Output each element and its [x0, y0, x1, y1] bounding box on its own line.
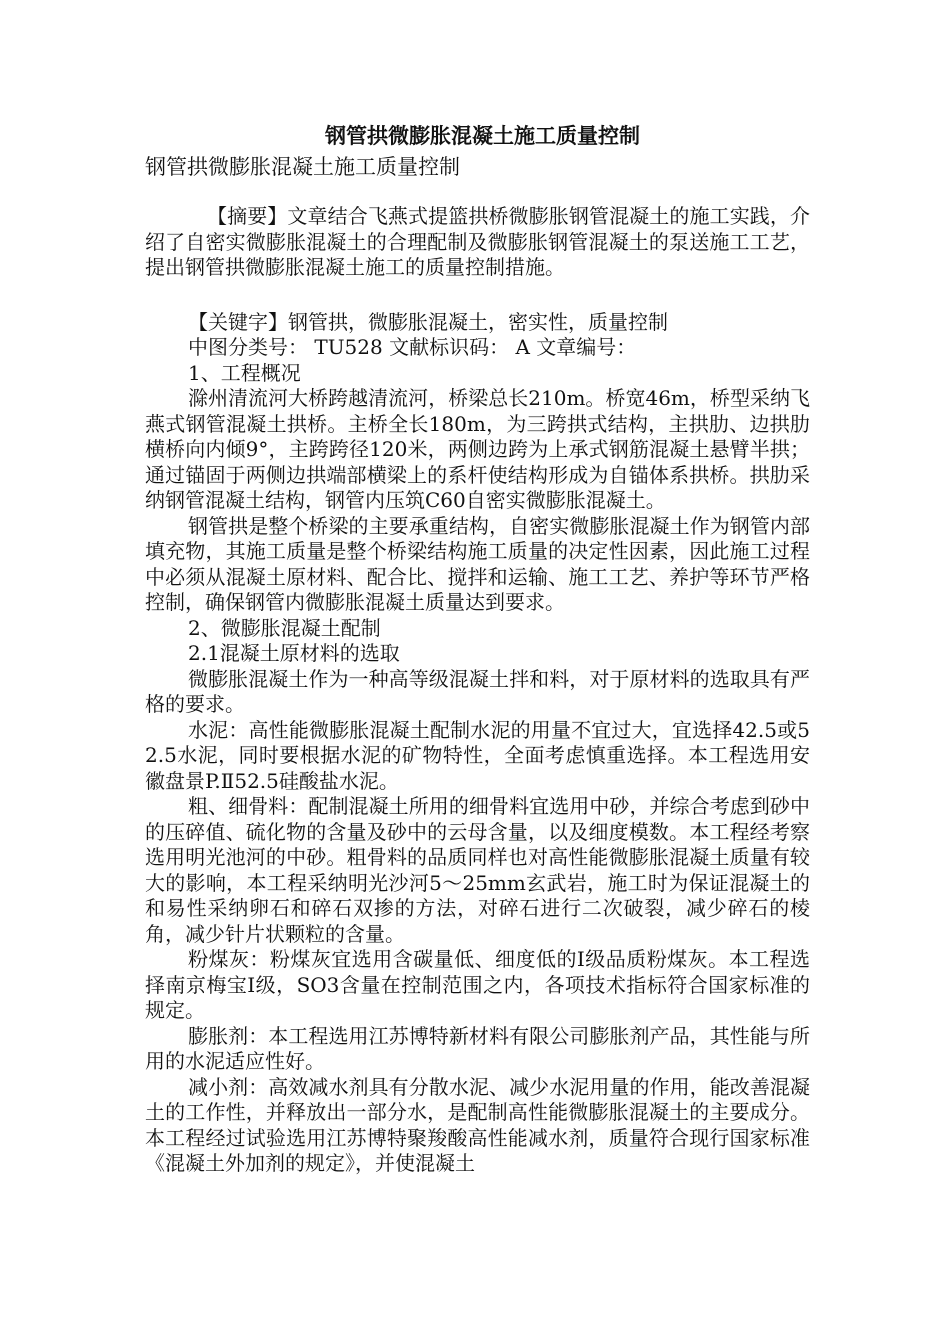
body-paragraph: 粉煤灰：粉煤灰宜选用含碳量低、细度低的Ⅰ级品质粉煤灰。本工程选择南京梅宝Ⅰ级，SO3含量在控制范围之内，各项技术指标符合国家标准的规定。	[145, 947, 810, 1022]
keywords-line: 【关键字】钢管拱，微膨胀混凝土，密实性，质量控制	[188, 309, 668, 334]
document-page	[145, 118, 810, 1177]
body-paragraph: 滁州清流河大桥跨越清流河，桥梁总长210m。桥宽46m，桥型采纳飞燕式钢管混凝土拱桥。主桥全长180m，为三跨拱式结构，主拱肋、边拱肋横桥向内倾9°，主跨跨径120米，两侧边跨为上承式钢筋混凝土悬臂半拱；通过锚固于两侧边拱端部横梁上的系杆使结构形成为自锚体系拱桥。拱肋采纳钢管混凝土结构，钢管内压筑C60自密实微膨胀混凝土。	[145, 386, 810, 512]
body-paragraph: 粗、细骨料：配制混凝土所用的细骨料宜选用中砂，并综合考虑到砂中的压碎值、硫化物的含量及砂中的云母含量，以及细度模数。本工程经考察选用明光池河的中砂。粗骨料的品质同样也对高性能微膨胀混凝土质量有较大的影响，本工程采纳明光沙河5～25mm玄武岩，施工时为保证混凝土的和易性采纳卵石和碎石双掺的方法，对碎石进行二次破裂，减少碎石的棱角，减少针片状颗粒的含量。	[145, 794, 810, 946]
body-paragraph: 减小剂：高效减水剂具有分散水泥、减少水泥用量的作用，能改善混凝土的工作性，并释放出一部分水，是配制高性能微膨胀混凝土的主要成分。本工程经过试验选用江苏博特聚羧酸高性能减水剂，质量符合现行国家标准《混凝土外加剂的规定》，并使混凝土	[145, 1074, 810, 1175]
section-heading: 1、工程概况	[188, 360, 301, 385]
body-paragraph: 微膨胀混凝土作为一种高等级混凝土拌和料，对于原材料的选取具有严格的要求。	[145, 666, 810, 716]
classification-line: 中图分类号： TU528 文献标识码： A 文章编号：	[188, 335, 637, 359]
body-paragraph: 钢管拱是整个桥梁的主要承重结构，自密实微膨胀混凝土作为钢管内部填充物，其施工质量是整个桥梁结构施工质量的决定性因素，因此施工过程中必须从混凝土原材料、配合比、搅拌和运输、施工工艺、养护等环节严格控制，确保钢管内微膨胀混凝土质量达到要求。	[145, 513, 810, 614]
subsection-heading: 2.1混凝土原材料的选取	[188, 641, 400, 665]
abstract-paragraph: 【摘要】文章结合飞燕式提篮拱桥微膨胀钢管混凝土的施工实践，介绍了自密实微膨胀混凝土的合理配制及微膨胀钢管混凝土的泵送施工工艺，提出钢管拱微膨胀混凝土施工的质量控制措施。	[145, 204, 810, 279]
document-body	[145, 204, 810, 1177]
document-subtitle: 钢管拱微膨胀混凝土施工质量控制	[145, 155, 460, 179]
section-heading: 2、微膨胀混凝土配制	[188, 615, 381, 640]
body-paragraph: 水泥：高性能微膨胀混凝土配制水泥的用量不宜过大，宜选择42.5或52.5水泥，同时要根据水泥的矿物特性，全面考虑慎重选择。本工程选用安徽盘景P.Ⅱ52.5硅酸盐水泥。	[145, 717, 810, 793]
document-title: 钢管拱微膨胀混凝土施工质量控制	[325, 123, 640, 148]
body-paragraph: 膨胀剂：本工程选用江苏博特新材料有限公司膨胀剂产品，其性能与所用的水泥适应性好。	[145, 1023, 810, 1073]
